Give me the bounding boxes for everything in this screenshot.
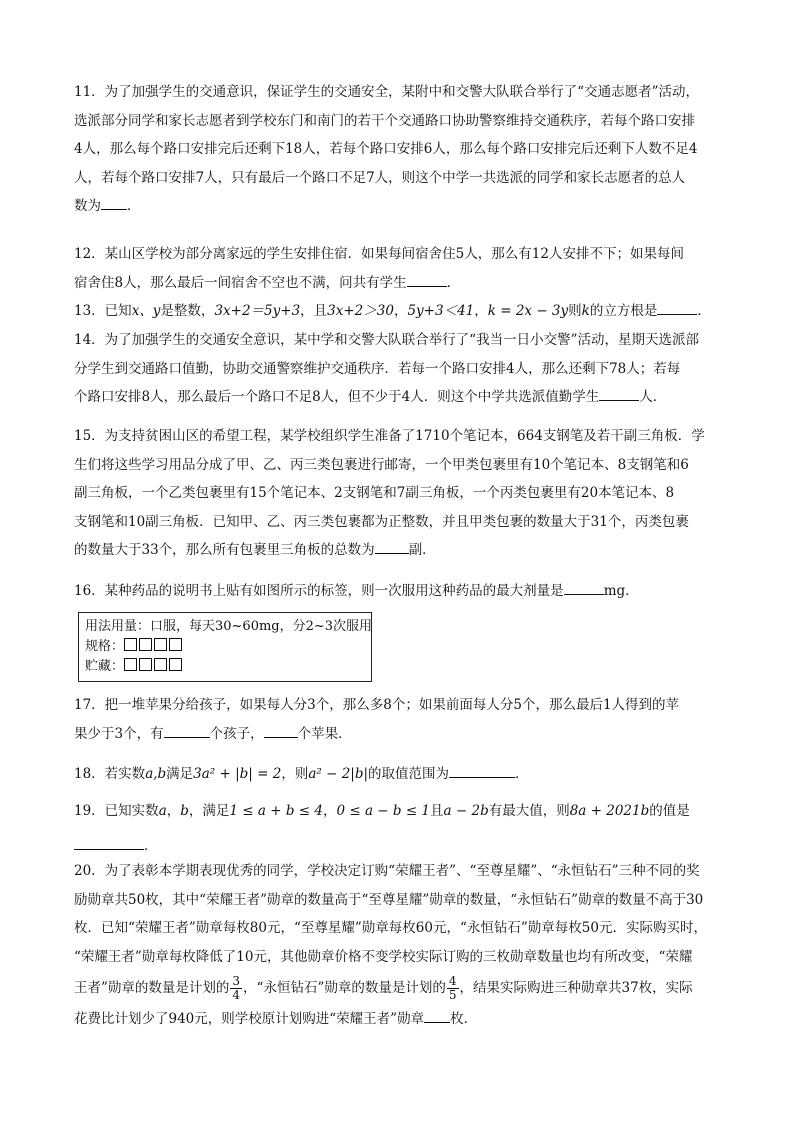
q20-text: 王者”勋章的数量是计划的 [74, 980, 230, 997]
q19-text: 19．已知实数 [74, 803, 159, 819]
square-icon [169, 658, 182, 671]
answer-blank[interactable] [564, 580, 604, 595]
fraction [230, 975, 242, 1002]
q16-text: 16．某种药品的说明书上贴有如图所示的标签，则一次服用这种药品的最大剂量是 [74, 583, 564, 599]
q20-text: 花费比计划少了940元，则学校原计划购进“荣耀王者”勋章 [74, 1011, 425, 1028]
q19-text: ． [144, 837, 158, 854]
question-11 [74, 78, 724, 221]
q19-text: 且 [430, 803, 444, 819]
q11-line: 人，若每个路口安排7人，只有最后一个路口不足7人，则这个中学一共选派的同学和家长志愿者的总人 [74, 169, 686, 186]
q15-line: 支钢笔和10副三角板．已知甲、乙、丙三类包裹都为正整数，并且甲类包裹的数量大于31个，丙类包裹 [74, 513, 689, 530]
q12-line: 12．某山区学校为部分离家远的学生安排住宿．如果每间宿舍住5人，那么有12人安排不下；如果每间 [74, 246, 684, 262]
fraction-denominator: 4 [232, 988, 241, 1003]
q19-text: 的值是 [649, 803, 690, 819]
q18-math: a² − 2|b| [308, 766, 369, 782]
q11-text: 数为 [74, 198, 101, 215]
square-icon [169, 638, 182, 651]
fraction-numerator: 3 [232, 974, 241, 989]
q19-math: 1 ≤ a + b ≤ 4 [229, 803, 323, 819]
q18-math: 3a² + |b| = 2 [193, 766, 282, 782]
q14-line: 14．为了加强学生的交通安全意识，某中学和交警大队联合举行了“我当一日小交警”活动，星期天选派部 [74, 332, 699, 348]
q19-math: a [158, 803, 167, 819]
q13-text: ． [697, 303, 711, 319]
q13-math: 3x+2＞30 [327, 303, 394, 319]
question-15 [74, 422, 724, 565]
q20-line: 枚．已知“荣耀王者”勋章每枚80元，“至尊星耀”勋章每枚60元，“永恒钻石”勋章每枚50元．实际购买时， [74, 920, 707, 937]
answer-blank[interactable] [599, 386, 639, 401]
question-12 [74, 240, 724, 297]
q11-line [74, 192, 724, 221]
q20-line [74, 971, 724, 1005]
label-usage: 用法用量：口服，每天30~60mg，分2~3次服用 [85, 619, 373, 634]
label-storage: 贮藏： [85, 659, 125, 674]
q13-math: 3x+2＝5y+3 [214, 303, 301, 319]
q19-text: ， [166, 803, 181, 819]
q20-line: 20．为了表彰本学期表现优秀的同学，学校决定订购“荣耀王者”、“至尊星耀”、“永恒钻石”三种不同的奖 [74, 863, 700, 879]
q13-text: 是整数， [160, 303, 215, 319]
answer-blank[interactable] [101, 195, 127, 210]
q18-text: 满足 [166, 766, 194, 782]
q14-line [74, 383, 724, 412]
q16-text: ． [625, 583, 639, 599]
q12-text: ． [446, 274, 461, 291]
square-icon [124, 658, 137, 671]
q19-math: 8a + 2021b [569, 803, 650, 819]
q19-text: 有最大值，则 [488, 803, 570, 819]
q18-line [74, 760, 724, 789]
q14-text: 个路口安排8人，那么最后一个路口不足8人，但不少于4人．则这个中学共选派值勤学生 [74, 389, 600, 406]
square-icon [154, 638, 167, 651]
q11-text: ． [127, 198, 141, 215]
square-icon [124, 638, 137, 651]
q13-text: 则 [568, 303, 582, 319]
question-16 [74, 577, 724, 606]
q11-line: 选派部分同学和家长志愿者到学校东门和南门的若干个交通路口协助警察维持交通秩序，若每个路口安排 [74, 112, 695, 129]
medicine-label-box [78, 612, 372, 682]
q11-line: 4人，那么每个路口安排完后还剩下18人，若每个路口安排6人，那么每个路口安排完后还剩下人数不足4 [74, 141, 698, 158]
q15-line: 副三角板，一个乙类包裹里有15个笔记本、2支钢笔和7副三角板，一个丙类包裹里有20本笔记本、8 [74, 485, 675, 502]
q19-math: a − 2b [443, 803, 489, 819]
fraction-numerator: 4 [448, 974, 457, 989]
fraction [447, 975, 459, 1002]
answer-blank[interactable] [449, 763, 515, 778]
q14-text: 人． [639, 389, 667, 406]
q17-line [74, 720, 724, 749]
q13-text: 的立方根是 [589, 303, 658, 319]
q14-line: 分学生到交通路口值勤，协助交通警察维护交通秩序．若每一个路口安排4人，那么还剩下78人；若每 [74, 360, 681, 377]
q18-text: 18．若实数 [74, 766, 146, 782]
question-19 [74, 797, 724, 860]
square-icon [139, 658, 152, 671]
answer-blank[interactable] [74, 835, 144, 850]
q16-unit: mg [603, 583, 626, 599]
q15-line: 15．为支持贫困山区的希望工程，某学校组织学生准备了1710个笔记本，664支钢笔及若干副三角板．学 [74, 428, 705, 444]
q17-line: 17．把一堆苹果分给孩子，如果每人分3个，那么多8个；如果前面每人分5个，那么最后1人得到的苹 [74, 697, 680, 713]
q20-line: 励勋章共50枚，其中“荣耀王者”勋章的数量高于“至尊星耀”勋章的数量，“永恒钻石”勋章的数量不高于30 [74, 891, 704, 908]
answer-blank[interactable] [657, 300, 697, 315]
q12-text: 宿舍住8人，那么最后一间宿舍不空也不满，问共有学生 [74, 274, 407, 291]
fraction-denominator: 5 [448, 988, 457, 1003]
q15-line [74, 536, 724, 565]
q19-text: ，满足 [188, 803, 230, 819]
q13-text: ， [393, 303, 408, 319]
q11-line: 11．为了加强学生的交通意识，保证学生的交通安全，某附中和交警大队联合举行了“交通志愿者”活动， [74, 84, 699, 100]
q18-text: 的取值范围为 [368, 766, 450, 782]
label-spec-row [85, 637, 371, 657]
question-17 [74, 691, 724, 748]
q17-text: 果少于3个，有 [74, 725, 164, 742]
label-storage-row [85, 657, 371, 677]
label-spec: 规格： [85, 639, 125, 654]
q17-text: 个苹果． [297, 725, 352, 742]
q13-text: 13．已知 [74, 303, 132, 319]
q13-math: k = 2x − 3y [487, 303, 569, 319]
q19-math: b [180, 803, 189, 819]
q20-line [74, 1005, 724, 1034]
question-18 [74, 760, 724, 789]
q16-line [74, 577, 724, 606]
q13-math: x、y [131, 303, 161, 319]
answer-blank[interactable] [407, 272, 447, 287]
q18-math: a,b [145, 766, 167, 782]
answer-blank[interactable] [424, 1008, 450, 1023]
q13-math: 5y+3＜41 [407, 303, 475, 319]
answer-blank[interactable] [264, 723, 298, 738]
q19-math: 0 ≤ a − b ≤ 1 [336, 803, 431, 819]
q15-text: 的数量大于33个，那么所有包裹里三角板的总数为 [74, 542, 375, 559]
q19-line [74, 797, 724, 826]
q12-line [74, 269, 724, 298]
q18-text: ． [515, 766, 529, 782]
q13-math: k [581, 303, 590, 319]
q13-line [74, 297, 724, 326]
q18-text: ，则 [281, 766, 309, 782]
q15-text: 副． [408, 542, 436, 559]
q19-line [74, 832, 724, 861]
answer-blank[interactable] [375, 539, 409, 554]
square-icon [154, 658, 167, 671]
q19-text: ， [322, 803, 337, 819]
square-icon [139, 638, 152, 651]
q13-text: ， [474, 303, 488, 319]
q20-text: 枚． [450, 1011, 478, 1028]
q17-text: 个孩子， [209, 725, 264, 742]
q20-text: ，结果实际购进三种勋章共37枚，实际 [459, 980, 693, 997]
q20-text: ，“永恒钻石”勋章的数量是计划的 [243, 980, 446, 997]
question-20 [74, 857, 724, 1034]
question-14 [74, 326, 724, 412]
q13-text: ，且 [300, 303, 328, 319]
question-13 [74, 297, 724, 326]
q20-line: “荣耀王者”勋章每枚降低了10元，其他勋章价格不变学校实际订购的三枚勋章数量也均有所改变，“荣耀 [74, 948, 693, 965]
q15-line: 生们将这些学习用品分成了甲、乙、丙三类包裹进行邮寄，一个甲类包裹里有10个笔记本、8支钢笔和6 [74, 456, 689, 473]
answer-blank[interactable] [164, 723, 210, 738]
